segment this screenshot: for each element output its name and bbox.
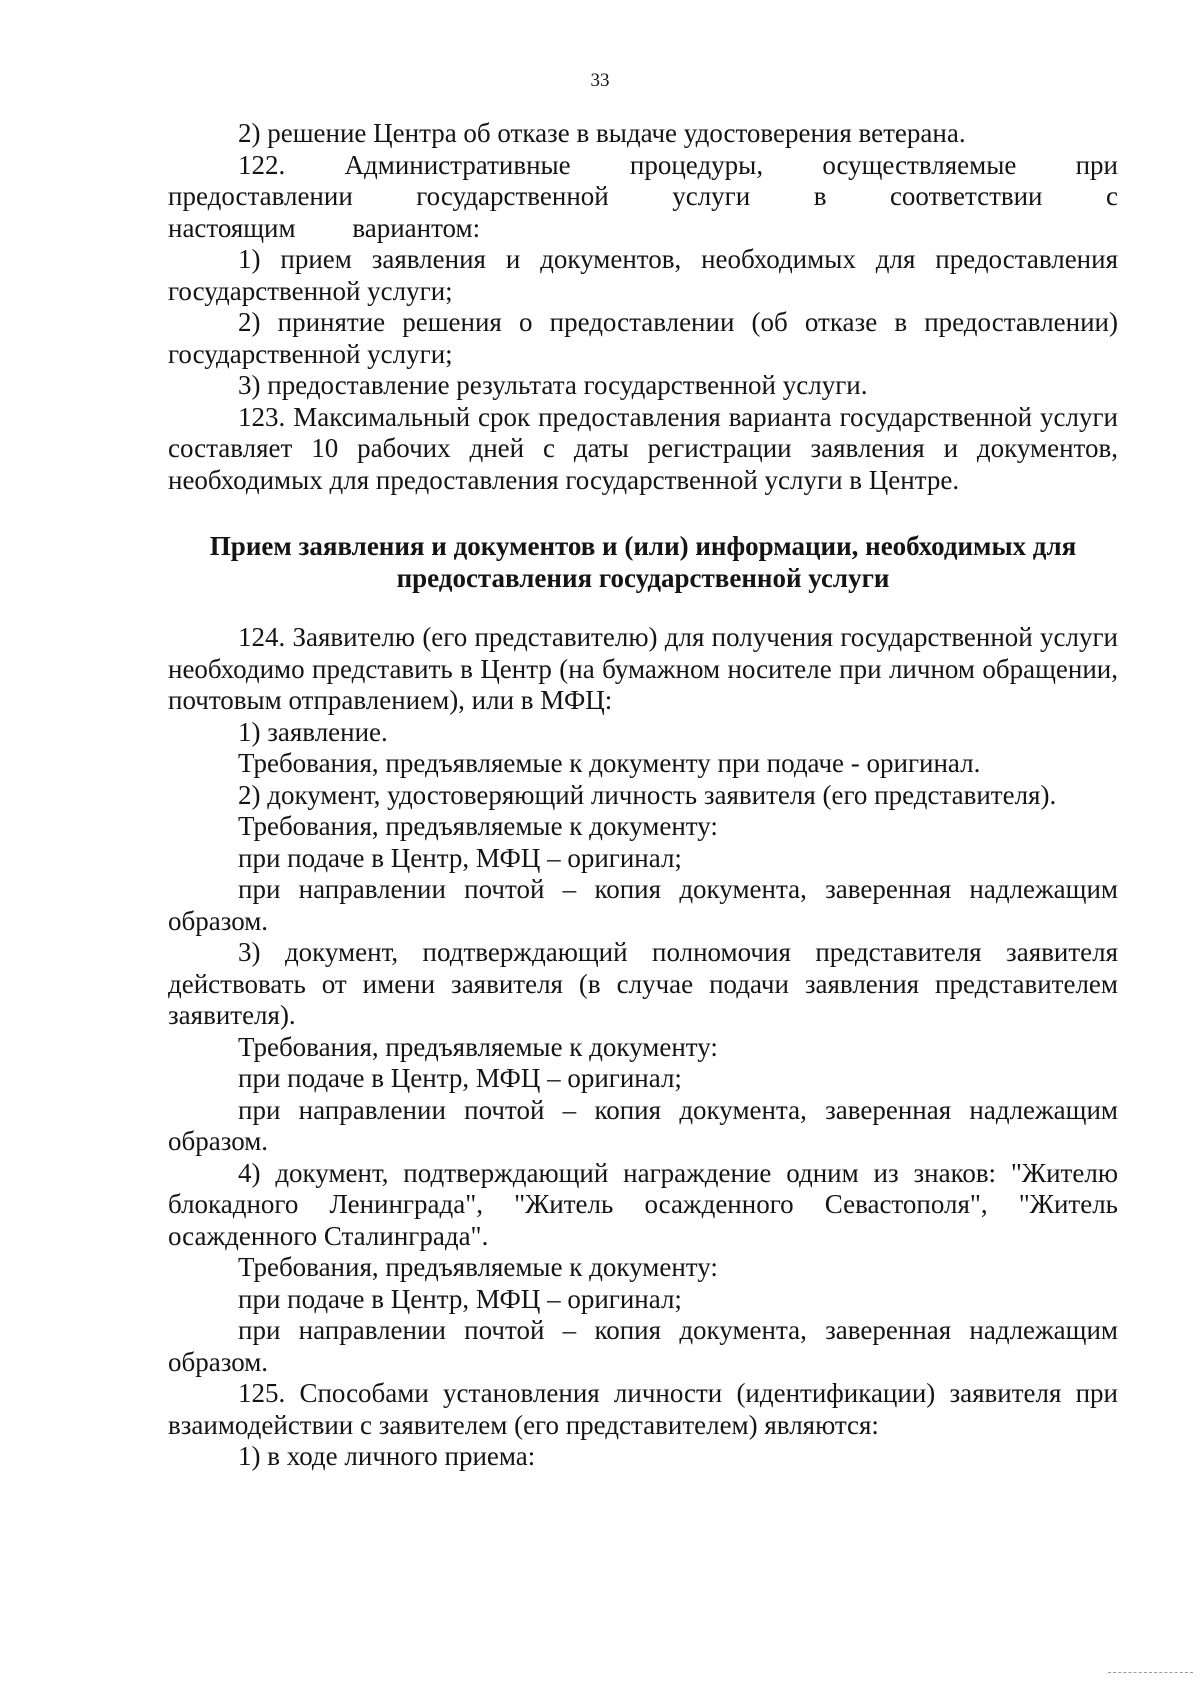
paragraph: 2) принятие решения о предоставлении (об отказе в предоставлении) государственной услуги; (168, 307, 1118, 369)
paragraph: 2) решение Центра об отказе в выдаче удостоверения ветерана. (238, 118, 966, 148)
paragraph: 1) заявление. (238, 716, 388, 747)
paragraph: 1) прием заявления и документов, необходимых для предоставления государственной услуги; (168, 244, 1118, 306)
section-heading: Прием заявления и документов и (или) информации, необходимых для предоставления государственной услуги (209, 531, 1077, 593)
scan-artifact-line (1108, 1672, 1193, 1673)
paragraph: 3) документ, подтверждающий полномочия представителя заявителя действовать от имени заявителя (в случае подачи заявления представителем заявителя). (168, 937, 1118, 1030)
paragraph: 125. Способами установления личности (идентификации) заявителя при взаимодействии с заявителем (его представителем) являются: (168, 1378, 1118, 1440)
paragraph: при направлении почтой – копия документа, заверенная надлежащим образом. (168, 1315, 1118, 1377)
paragraph: 4) документ, подтверждающий награждение одним из знаков: "Жителю блокадного Ленинграда", "Житель осажденного Севастополя", "Житель осажденного Сталинграда". (168, 1157, 1118, 1251)
paragraph: при подаче в Центр, МФЦ – оригинал; (238, 842, 682, 873)
page-number: 33 (590, 70, 610, 91)
paragraph: Требования, предъявляемые к документу: (238, 811, 718, 841)
paragraph: 124. Заявителю (его представителю) для получения государственной услуги необходимо представить в Центр (на бумажном носителе при личном обращении, почтовым отправлением), или в МФЦ: (168, 622, 1118, 715)
paragraph: при направлении почтой – копия документа, заверенная надлежащим образом. (168, 874, 1118, 936)
paragraph: 122. Административные процедуры, осуществляемые при предоставлении государственной услуги в соответствии с настоящим вариантом: (168, 149, 1118, 243)
paragraph: Требования, предъявляемые к документу: (238, 1252, 718, 1282)
paragraph: 2) документ, удостоверяющий личность заявителя (его представителя). (238, 779, 1057, 810)
paragraph: при направлении почтой – копия документа, заверенная надлежащим образом. (168, 1094, 1118, 1156)
document-body (168, 118, 1118, 1473)
paragraph: при подаче в Центр, МФЦ – оригинал; (238, 1283, 682, 1314)
paragraph: 123. Максимальный срок предоставления варианта государственной услуги составляет 10 рабочих дней с даты регистрации заявления и документов, необходимых для предоставления государственной услуги в Центре. (168, 401, 1118, 495)
paragraph: 1) в ходе личного приема: (238, 1441, 536, 1471)
paragraph: Требования, предъявляемые к документу при подаче - оригинал. (238, 748, 981, 778)
paragraph: при подаче в Центр, МФЦ – оригинал; (238, 1063, 682, 1093)
paragraph: 3) предоставление результата государственной услуги. (238, 370, 868, 400)
paragraph: Требования, предъявляемые к документу: (238, 1031, 718, 1062)
